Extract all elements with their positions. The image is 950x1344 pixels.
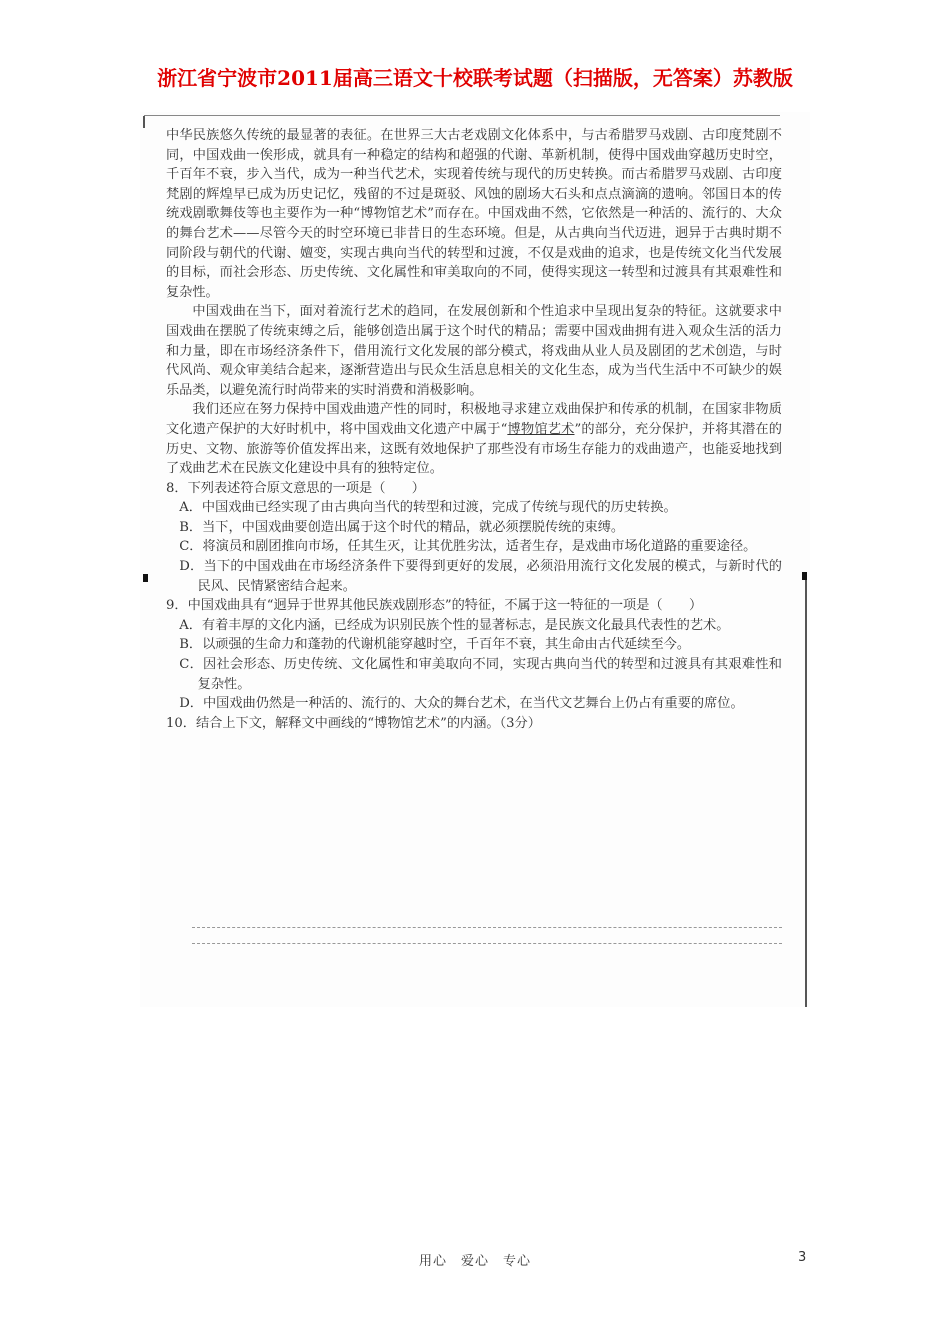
page-number: 3 <box>798 1250 807 1265</box>
scan-edge-mark <box>143 116 145 128</box>
passage-paragraph-2: 中国戏曲在当下，面对着流行艺术的趋同，在发展创新和个性追求中呈现出复杂的特征。这就要求中国戏曲在摆脱了传统束缚之后，能够创造出属于这个时代的精品；需要中国戏曲拥有进入观众生活的活力和力量，即在市场经济条件下，借用流行文化发展的部分模式，将戏曲从业人员及剧团的艺术创造，与时代风尚、观众审美结合起来，逐渐营造出与民众生活息息相关的文化生态，成为当代生活中不可缺少的娱乐品类，以避免流行时尚带来的实时消费和消极影响。 <box>166 304 782 398</box>
question-9-option-c: C．因社会形态、历史传统、文化属性和审美取向不同，实现古典向当代的转型和过渡具有其艰难性和复杂性。 <box>179 657 782 692</box>
question-8-option-d: D．当下的中国戏曲在市场经济条件下要得到更好的发展，必须沿用流行文化发展的模式，与新时代的民风、民情紧密结合起来。 <box>179 559 782 594</box>
document-title: 浙江省宁波市2011届高三语文十校联考试题（扫描版，无答案）苏教版 <box>157 66 793 90</box>
passage-3-before: 我们还应在努力保持中国戏曲遗产性的同时，积极地寻求建立戏曲保护和传承的机制，在国家非物质文化遗产保护的大好时机中，将中国戏曲文化遗产中属于“ <box>166 402 782 437</box>
question-10-stem: 10．结合上下文，解释文中画线的“博物馆艺术”的内涵。（3分） <box>166 715 541 731</box>
scanned-exam-page <box>140 112 810 1007</box>
registration-mark-right <box>802 572 807 580</box>
passage-paragraph-1: 中华民族悠久传统的最显著的表征。在世界三大古老戏剧文化体系中，与古希腊罗马戏剧、古印度梵剧不同，中国戏曲一俟形成，就具有一种稳定的结构和超强的代谢、革新机制，使得中国戏曲穿越历史时空，千百年不衰，步入当代，成为一种当代艺术，实现着传统与现代的历史转换。而古希腊罗马戏剧、古印度梵剧的辉煌早已成为历史记忆，残留的不过是斑驳、风蚀的剧场大石头和点点滴滴的遗响。邻国日本的传统戏剧歌舞伎等也主要作为一种“博物馆艺术”而存在。中国戏曲不然，它依然是一种活的、流行的、大众的舞台艺术——尽管今天的时空环境已非昔日的生态环境。但是，从古典向当代迈进，迥异于古典时期不同阶段与朝代的代谢、嬗变，实现古典向当代的转型和过渡，不仅是戏曲的追求，也是传统文化当代发展的目标，而社会形态、历史传统、文化属性和审美取向的不同，使得实现这一转型和过渡具有其艰难性和复杂性。 <box>166 128 782 300</box>
underlined-term: 博物馆艺术 <box>507 421 575 437</box>
question-9-option-b: B．以顽强的生命力和蓬勃的代谢机能穿越时空，千百年不衰，其生命由古代延续至今。 <box>179 637 691 653</box>
passage-paragraph-3 <box>166 400 782 478</box>
question-9-option-d: D．中国戏曲仍然是一种活的、流行的、大众的舞台艺术，在当代文艺舞台上仍占有重要的席位。 <box>179 696 744 712</box>
answer-line <box>192 927 782 928</box>
passage-3-after: ”的部分，充分保护，并将其潜在的历史、文物、旅游等价值发挥出来，这既有效地保护了那些没有市场生存能力的戏曲遗产，也能妥地找到了戏曲艺术在民族文化建设中具有的独特定位。 <box>166 421 782 477</box>
footer-motto: 用心 爱心 专心 <box>418 1254 531 1269</box>
answer-lines <box>192 927 782 959</box>
registration-mark-left <box>143 574 148 582</box>
question-9-option-a: A．有着丰厚的文化内涵，已经成为识别民族个性的显著标志，是民族文化最具代表性的艺术。 <box>179 617 730 633</box>
question-8-option-a: A．中国戏曲已经实现了由古典向当代的转型和过渡，完成了传统与现代的历史转换。 <box>179 500 677 516</box>
question-9-stem: 9．中国戏曲具有“迥异于世界其他民族戏剧形态”的特征，不属于这一特征的一项是（ ） <box>166 598 703 614</box>
top-rule <box>144 115 780 116</box>
question-8-option-b: B．当下，中国戏曲要创造出属于这个时代的精品，就必须摆脱传统的束缚。 <box>179 519 625 535</box>
scan-right-edge <box>805 572 807 1007</box>
question-8-stem: 8．下列表述符合原文意思的一项是（ ） <box>166 480 425 496</box>
answer-line <box>192 943 782 944</box>
question-8-option-c: C．将演员和剧团推向市场，任其生灭，让其优胜劣汰，适者生存，是戏曲市场化道路的重要途径。 <box>179 539 757 555</box>
exam-text <box>166 126 782 733</box>
